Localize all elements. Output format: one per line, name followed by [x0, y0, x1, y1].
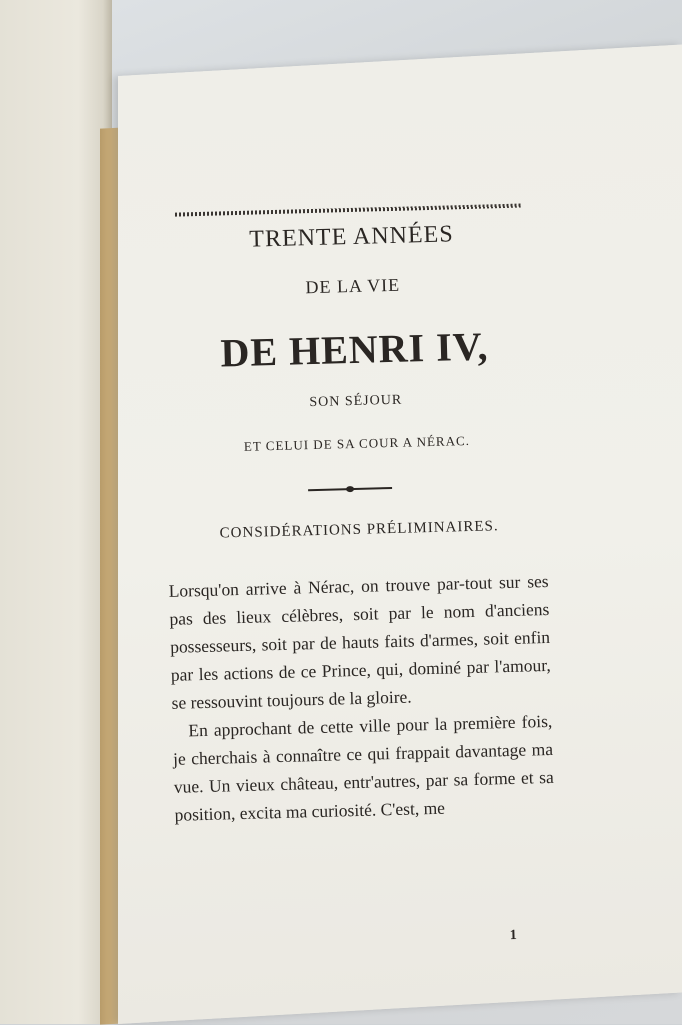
left-page	[0, 0, 112, 1024]
paragraph-1: Lorsqu'on arrive à Nérac, on trouve par-tout sur ses pas des lieux célèbres, soit par le nom d'anciens possesseurs, soit par de hauts faits d'armes, soit enfin par les actions de ce Prince, qui, dominé par l'amour, se ressouvint toujours de la gloire.	[168, 570, 552, 713]
body-text	[168, 567, 554, 829]
page-number: 1	[509, 927, 518, 944]
ornament-dot	[346, 486, 354, 492]
title-line-2: DE LA VIE	[305, 274, 401, 298]
title-line-5: ET CELUI DE SA COUR A NÉRAC.	[243, 432, 471, 454]
title-line-4: SON SÉJOUR	[309, 392, 403, 411]
paragraph-2: En approchant de cette ville pour la première fois, je cherchais à connaître ce qui frappait davantage ma vue. Un vieux château, entr'autres, par sa forme et sa position, excita ma curiosité. C'est, me	[172, 710, 554, 825]
ornament-divider	[308, 485, 392, 493]
section-heading: CONSIDÉRATIONS PRÉLIMINAIRES.	[219, 518, 499, 542]
title-line-1: TRENTE ANNÉES	[249, 221, 454, 253]
decorative-rule	[175, 204, 521, 217]
title-main: DE HENRI IV,	[219, 323, 489, 376]
page-content	[150, 175, 570, 965]
